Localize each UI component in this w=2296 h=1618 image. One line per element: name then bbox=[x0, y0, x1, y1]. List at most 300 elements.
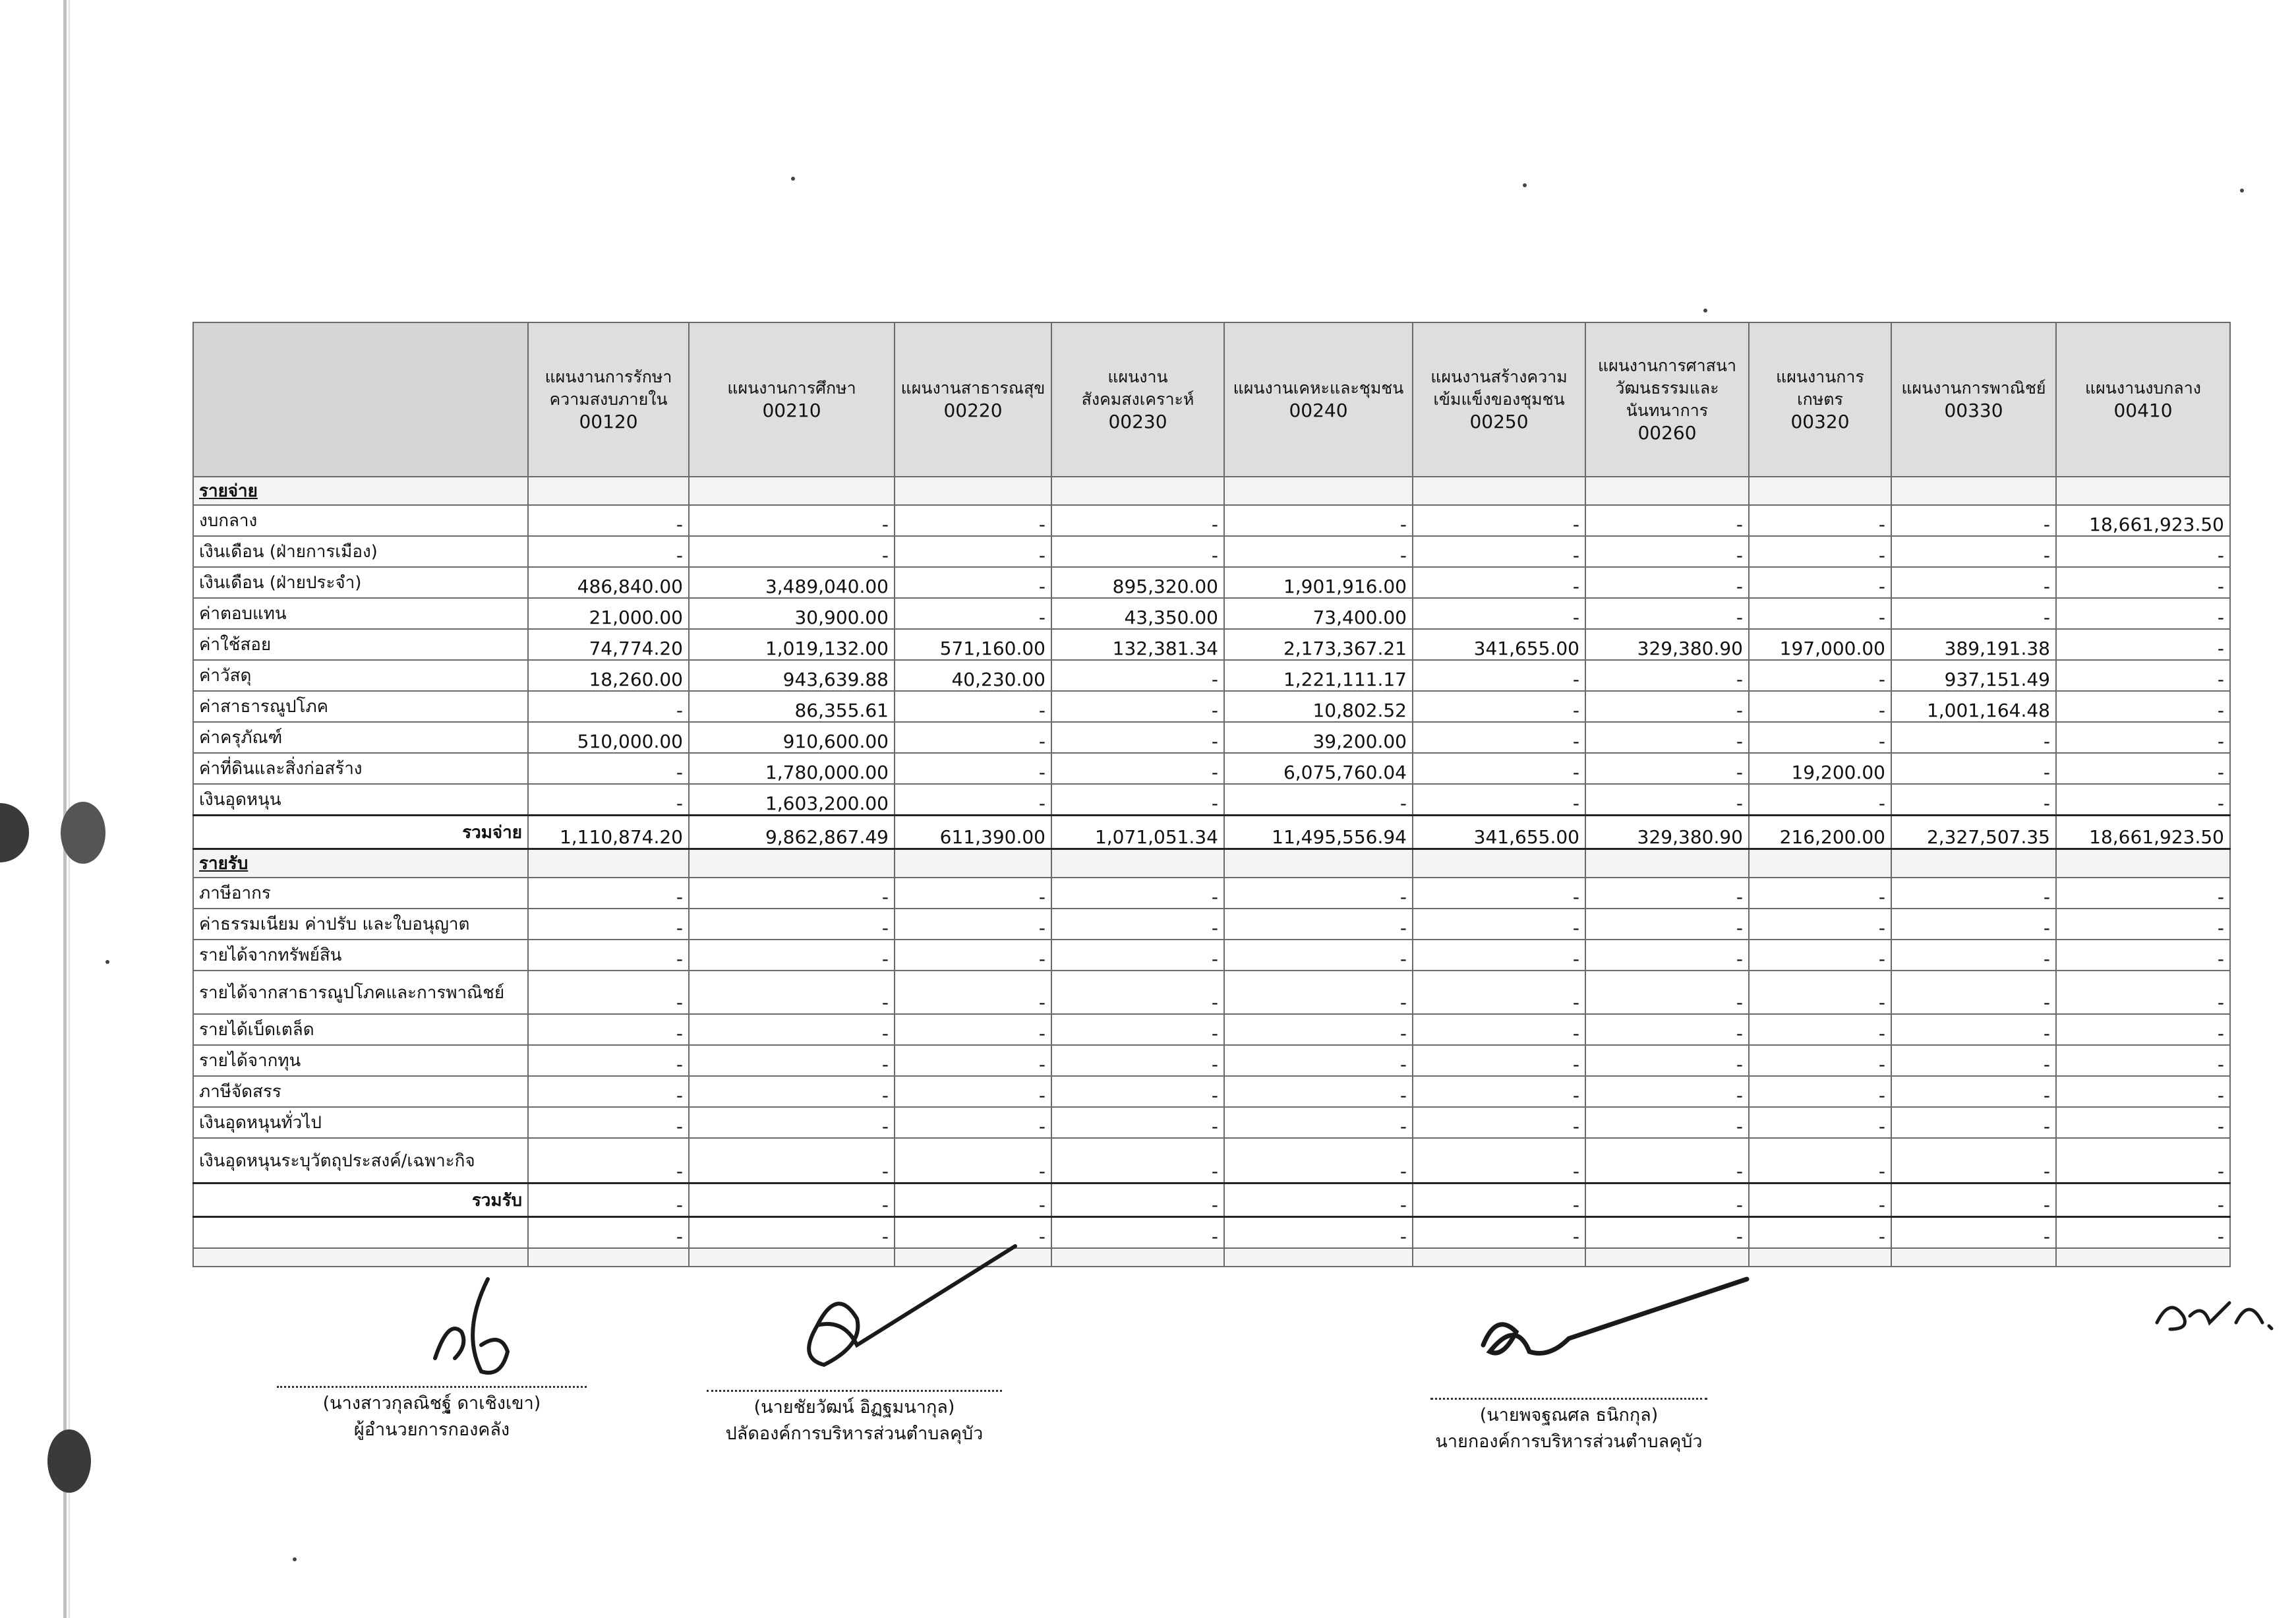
row-label: ค่าครุภัณฑ์ bbox=[193, 722, 528, 753]
value-cell: - bbox=[895, 1076, 1051, 1107]
value-cell: - bbox=[895, 1045, 1051, 1076]
value-cell: - bbox=[1413, 1014, 1585, 1045]
income-row bbox=[193, 1045, 2230, 1076]
empty-cell bbox=[1224, 1248, 1413, 1267]
empty-cell bbox=[2056, 477, 2230, 505]
column-title: แผนงานงบกลาง bbox=[2085, 378, 2201, 398]
value-cell: - bbox=[2056, 940, 2230, 971]
value-cell: 43,350.00 bbox=[1051, 598, 1224, 629]
empty-cell bbox=[1413, 849, 1585, 878]
column-code: 00320 bbox=[1790, 411, 1850, 433]
value-cell: - bbox=[1585, 598, 1749, 629]
value-cell: - bbox=[1891, 784, 2056, 816]
value-cell: - bbox=[2056, 1076, 2230, 1107]
empty-cell bbox=[1749, 1248, 1891, 1267]
column-title: แผนงานการพาณิชย์ bbox=[1901, 378, 2046, 398]
value-cell: - bbox=[528, 536, 689, 567]
value-cell: - bbox=[1749, 1014, 1891, 1045]
value-cell: - bbox=[1585, 1076, 1749, 1107]
empty-cell bbox=[1585, 849, 1749, 878]
value-cell: - bbox=[1891, 1138, 2056, 1184]
signature-block-treasury bbox=[277, 1386, 587, 1443]
column-header-00320 bbox=[1749, 322, 1891, 477]
empty-cell bbox=[1585, 477, 1749, 505]
value-cell: - bbox=[2056, 1045, 2230, 1076]
value-cell: - bbox=[1413, 971, 1585, 1014]
column-code: 00210 bbox=[762, 400, 821, 421]
value-cell: - bbox=[689, 1184, 895, 1217]
scan-speck bbox=[1703, 309, 1707, 313]
value-cell: - bbox=[1585, 940, 1749, 971]
value-cell: - bbox=[1749, 691, 1891, 722]
row-label: รายได้จากสาธารณูปโภคและการพาณิชย์ bbox=[193, 971, 528, 1014]
value-cell: - bbox=[2056, 691, 2230, 722]
value-cell: - bbox=[528, 1076, 689, 1107]
empty-cell bbox=[1224, 477, 1413, 505]
value-cell: - bbox=[528, 1045, 689, 1076]
value-cell: 21,000.00 bbox=[528, 598, 689, 629]
income-section-header bbox=[193, 849, 2230, 878]
value-cell: - bbox=[1413, 505, 1585, 536]
value-cell: - bbox=[1413, 722, 1585, 753]
column-code: 00230 bbox=[1108, 411, 1167, 433]
section-heading: รายจ่าย bbox=[193, 477, 528, 505]
expense-row bbox=[193, 629, 2230, 660]
column-title: แผนงานการศาสนาวัฒนธรรมและนันทนาการ bbox=[1597, 356, 1737, 420]
value-cell: 39,200.00 bbox=[1224, 722, 1413, 753]
value-cell: - bbox=[528, 940, 689, 971]
scan-speck bbox=[1523, 183, 1527, 187]
row-label: เงินอุดหนุนระบุวัตถุประสงค์/เฉพาะกิจ bbox=[193, 1138, 528, 1184]
punch-hole-bottom bbox=[47, 1429, 91, 1493]
value-cell: 18,661,923.50 bbox=[2056, 816, 2230, 849]
value-cell: 197,000.00 bbox=[1749, 629, 1891, 660]
value-cell: 389,191.38 bbox=[1891, 629, 2056, 660]
value-cell: - bbox=[1224, 940, 1413, 971]
empty-cell bbox=[1413, 477, 1585, 505]
value-cell: - bbox=[1749, 1045, 1891, 1076]
value-cell: 18,260.00 bbox=[528, 660, 689, 691]
value-cell: - bbox=[895, 753, 1051, 784]
value-cell: - bbox=[2056, 784, 2230, 816]
value-cell: - bbox=[895, 1014, 1051, 1045]
value-cell: - bbox=[689, 505, 895, 536]
value-cell: - bbox=[1051, 1138, 1224, 1184]
value-cell: - bbox=[1749, 1138, 1891, 1184]
table-header-row bbox=[193, 322, 2230, 477]
empty-cell bbox=[689, 849, 895, 878]
signatory-position: ผู้อำนวยการกองคลัง bbox=[353, 1420, 510, 1440]
column-title: แผนงานการเกษตร bbox=[1776, 367, 1864, 409]
value-cell: - bbox=[1413, 1107, 1585, 1138]
empty-cell bbox=[1413, 1248, 1585, 1267]
column-title: แผนงานการรักษาความสงบภายใน bbox=[545, 367, 672, 409]
header-corner-cell bbox=[193, 322, 528, 477]
value-cell: - bbox=[689, 878, 895, 909]
income-row bbox=[193, 1107, 2230, 1138]
value-cell: - bbox=[1224, 1014, 1413, 1045]
value-cell: - bbox=[2056, 1014, 2230, 1045]
empty-cell bbox=[895, 849, 1051, 878]
value-cell: - bbox=[1413, 1184, 1585, 1217]
value-cell: - bbox=[895, 909, 1051, 940]
value-cell: 341,655.00 bbox=[1413, 816, 1585, 849]
value-cell: - bbox=[1891, 971, 2056, 1014]
value-cell: 10,802.52 bbox=[1224, 691, 1413, 722]
value-cell: - bbox=[528, 691, 689, 722]
value-cell: 216,200.00 bbox=[1749, 816, 1891, 849]
value-cell: 74,774.20 bbox=[528, 629, 689, 660]
row-label: ภาษีจัดสรร bbox=[193, 1076, 528, 1107]
value-cell: 341,655.00 bbox=[1413, 629, 1585, 660]
value-cell: - bbox=[528, 753, 689, 784]
scan-speck bbox=[2240, 189, 2244, 193]
column-code: 00330 bbox=[1944, 400, 2003, 421]
value-cell: 1,019,132.00 bbox=[689, 629, 895, 660]
column-header-00230 bbox=[1051, 322, 1224, 477]
value-cell: - bbox=[1891, 567, 2056, 598]
value-cell: - bbox=[1413, 940, 1585, 971]
value-cell: - bbox=[2056, 629, 2230, 660]
empty-cell bbox=[1891, 1248, 2056, 1267]
handwritten-margin-initials bbox=[2150, 1283, 2282, 1342]
value-cell: - bbox=[895, 505, 1051, 536]
value-cell: - bbox=[895, 878, 1051, 909]
handwritten-signature-chief-executive bbox=[1463, 1266, 1767, 1385]
row-label: รวมจ่าย bbox=[193, 816, 528, 849]
column-header-00210 bbox=[689, 322, 895, 477]
expense-row bbox=[193, 722, 2230, 753]
signatory-position: ปลัดองค์การบริหารส่วนตำบลคุบัว bbox=[725, 1423, 984, 1444]
value-cell: - bbox=[1051, 753, 1224, 784]
column-code: 00220 bbox=[943, 400, 1003, 421]
value-cell: 1,071,051.34 bbox=[1051, 816, 1224, 849]
value-cell: - bbox=[1585, 536, 1749, 567]
value-cell: - bbox=[1891, 1045, 2056, 1076]
value-cell: - bbox=[2056, 1217, 2230, 1249]
value-cell: - bbox=[1224, 1138, 1413, 1184]
value-cell: - bbox=[2056, 753, 2230, 784]
value-cell: - bbox=[1413, 878, 1585, 909]
value-cell: - bbox=[528, 1014, 689, 1045]
value-cell: - bbox=[1585, 505, 1749, 536]
value-cell: - bbox=[1051, 1184, 1224, 1217]
value-cell: - bbox=[1051, 536, 1224, 567]
value-cell: - bbox=[895, 722, 1051, 753]
value-cell: - bbox=[1051, 1107, 1224, 1138]
income-row bbox=[193, 878, 2230, 909]
value-cell: - bbox=[1749, 1076, 1891, 1107]
value-cell: - bbox=[1891, 1076, 2056, 1107]
row-label: เงินอุดหนุน bbox=[193, 784, 528, 816]
column-code: 00260 bbox=[1637, 422, 1697, 444]
value-cell: - bbox=[1413, 691, 1585, 722]
value-cell: - bbox=[689, 1107, 895, 1138]
empty-cell bbox=[1051, 477, 1224, 505]
value-cell: - bbox=[689, 536, 895, 567]
row-label: รายได้จากทรัพย์สิน bbox=[193, 940, 528, 971]
value-cell: - bbox=[1224, 784, 1413, 816]
value-cell: - bbox=[2056, 598, 2230, 629]
value-cell: - bbox=[1413, 1138, 1585, 1184]
value-cell: - bbox=[1749, 536, 1891, 567]
budget-expense-income-table bbox=[192, 322, 2231, 1267]
value-cell: - bbox=[1413, 536, 1585, 567]
value-cell: - bbox=[1585, 722, 1749, 753]
value-cell: - bbox=[1891, 1107, 2056, 1138]
value-cell: 40,230.00 bbox=[895, 660, 1051, 691]
value-cell: - bbox=[1891, 1014, 2056, 1045]
value-cell: 18,661,923.50 bbox=[2056, 505, 2230, 536]
value-cell: 1,603,200.00 bbox=[689, 784, 895, 816]
value-cell: - bbox=[1585, 691, 1749, 722]
value-cell: - bbox=[1749, 878, 1891, 909]
value-cell: - bbox=[1224, 878, 1413, 909]
value-cell: - bbox=[1051, 971, 1224, 1014]
value-cell: - bbox=[1051, 1217, 1224, 1249]
value-cell: - bbox=[689, 971, 895, 1014]
punch-hole-left bbox=[0, 803, 29, 862]
value-cell: - bbox=[1413, 1045, 1585, 1076]
value-cell: 1,780,000.00 bbox=[689, 753, 895, 784]
row-label: ค่าวัสดุ bbox=[193, 660, 528, 691]
value-cell: - bbox=[895, 784, 1051, 816]
empty-cell bbox=[1585, 1248, 1749, 1267]
value-cell: 1,221,111.17 bbox=[1224, 660, 1413, 691]
value-cell: - bbox=[528, 505, 689, 536]
empty-cell bbox=[689, 477, 895, 505]
value-cell: 329,380.90 bbox=[1585, 816, 1749, 849]
value-cell: - bbox=[1749, 660, 1891, 691]
binder-edge-line bbox=[63, 0, 67, 1618]
row-label: รวมรับ bbox=[193, 1184, 528, 1217]
empty-cell bbox=[1891, 477, 2056, 505]
value-cell: - bbox=[895, 536, 1051, 567]
column-title: แผนงานเคหะและชุมชน bbox=[1233, 378, 1404, 398]
column-header-00330 bbox=[1891, 322, 2056, 477]
value-cell: 611,390.00 bbox=[895, 816, 1051, 849]
value-cell: - bbox=[2056, 878, 2230, 909]
value-cell: - bbox=[1891, 753, 2056, 784]
expense-row bbox=[193, 567, 2230, 598]
income-row bbox=[193, 1138, 2230, 1184]
value-cell: - bbox=[1224, 505, 1413, 536]
row-label: รายได้เบ็ดเตล็ด bbox=[193, 1014, 528, 1045]
signature-block-chief-executive bbox=[1430, 1398, 1707, 1455]
value-cell: - bbox=[528, 878, 689, 909]
income-row bbox=[193, 940, 2230, 971]
value-cell: - bbox=[1051, 691, 1224, 722]
value-cell: - bbox=[1585, 1184, 1749, 1217]
value-cell: - bbox=[1585, 660, 1749, 691]
empty-cell bbox=[528, 477, 689, 505]
value-cell: 132,381.34 bbox=[1051, 629, 1224, 660]
expense-row bbox=[193, 753, 2230, 784]
value-cell: 86,355.61 bbox=[689, 691, 895, 722]
value-cell: - bbox=[1749, 1217, 1891, 1249]
column-code: 00120 bbox=[579, 411, 638, 433]
empty-cell bbox=[2056, 1248, 2230, 1267]
value-cell: - bbox=[689, 1138, 895, 1184]
value-cell: - bbox=[1891, 878, 2056, 909]
value-cell: 30,900.00 bbox=[689, 598, 895, 629]
value-cell: - bbox=[1585, 567, 1749, 598]
value-cell: - bbox=[689, 1045, 895, 1076]
column-code: 00250 bbox=[1469, 411, 1529, 433]
value-cell: - bbox=[2056, 1184, 2230, 1217]
value-cell: - bbox=[1224, 1107, 1413, 1138]
row-label: ภาษีอากร bbox=[193, 878, 528, 909]
value-cell: 571,160.00 bbox=[895, 629, 1051, 660]
row-label bbox=[193, 1217, 528, 1249]
punch-hole-middle bbox=[61, 802, 105, 864]
value-cell: - bbox=[1749, 971, 1891, 1014]
value-cell: 510,000.00 bbox=[528, 722, 689, 753]
value-cell: - bbox=[895, 1107, 1051, 1138]
value-cell: - bbox=[1585, 753, 1749, 784]
value-cell: - bbox=[1051, 660, 1224, 691]
value-cell: - bbox=[1585, 909, 1749, 940]
row-label: ค่าธรรมเนียม ค่าปรับ และใบอนุญาต bbox=[193, 909, 528, 940]
value-cell: 3,489,040.00 bbox=[689, 567, 895, 598]
income-total-row bbox=[193, 1184, 2230, 1217]
value-cell: - bbox=[1585, 1045, 1749, 1076]
value-cell: 1,901,916.00 bbox=[1224, 567, 1413, 598]
value-cell: 6,075,760.04 bbox=[1224, 753, 1413, 784]
value-cell: - bbox=[1891, 940, 2056, 971]
column-code: 00240 bbox=[1289, 400, 1348, 421]
value-cell: - bbox=[1749, 505, 1891, 536]
value-cell: - bbox=[528, 1184, 689, 1217]
value-cell: - bbox=[1224, 1184, 1413, 1217]
value-cell: - bbox=[528, 909, 689, 940]
value-cell: 329,380.90 bbox=[1585, 629, 1749, 660]
value-cell: 73,400.00 bbox=[1224, 598, 1413, 629]
column-code: 00410 bbox=[2113, 400, 2173, 421]
signatory-name: (นางสาวกุลณิชฐ์ู ดาเชิงเขา) bbox=[322, 1393, 541, 1414]
value-cell: - bbox=[1749, 722, 1891, 753]
value-cell: - bbox=[1224, 1045, 1413, 1076]
scan-speck bbox=[791, 177, 795, 181]
signature-block-clerk bbox=[707, 1390, 1002, 1447]
value-cell: - bbox=[895, 971, 1051, 1014]
income-row bbox=[193, 1076, 2230, 1107]
value-cell: 1,110,874.20 bbox=[528, 816, 689, 849]
value-cell: 2,327,507.35 bbox=[1891, 816, 2056, 849]
value-cell: - bbox=[689, 1076, 895, 1107]
value-cell: - bbox=[2056, 722, 2230, 753]
value-cell: - bbox=[1749, 598, 1891, 629]
expense-row bbox=[193, 598, 2230, 629]
value-cell: - bbox=[895, 598, 1051, 629]
expense-row bbox=[193, 660, 2230, 691]
value-cell: - bbox=[1224, 971, 1413, 1014]
expense-row bbox=[193, 784, 2230, 816]
value-cell: - bbox=[2056, 909, 2230, 940]
value-cell: - bbox=[1413, 753, 1585, 784]
value-cell: - bbox=[689, 1014, 895, 1045]
empty-cell bbox=[1749, 849, 1891, 878]
value-cell: - bbox=[2056, 536, 2230, 567]
value-cell: - bbox=[1891, 722, 2056, 753]
empty-cell bbox=[1891, 849, 2056, 878]
value-cell: - bbox=[1749, 1107, 1891, 1138]
signatory-name: (นายชัยวัฒน์ อิฏฐมนากุล) bbox=[753, 1397, 955, 1418]
value-cell: - bbox=[528, 1138, 689, 1184]
column-title: แผนงานการศึกษา bbox=[727, 378, 856, 398]
value-cell: - bbox=[1413, 784, 1585, 816]
value-cell: - bbox=[1051, 940, 1224, 971]
value-cell: - bbox=[1585, 784, 1749, 816]
column-title: แผนงานสังคมสงเคราะห์ bbox=[1081, 367, 1194, 409]
value-cell: - bbox=[1891, 1184, 2056, 1217]
value-cell: - bbox=[528, 1217, 689, 1249]
expense-row bbox=[193, 691, 2230, 722]
expense-section-header bbox=[193, 477, 2230, 505]
column-header-00250 bbox=[1413, 322, 1585, 477]
value-cell: 19,200.00 bbox=[1749, 753, 1891, 784]
column-title: แผนงานสาธารณสุข bbox=[900, 378, 1045, 398]
value-cell: 2,173,367.21 bbox=[1224, 629, 1413, 660]
value-cell: 895,320.00 bbox=[1051, 567, 1224, 598]
value-cell: - bbox=[689, 940, 895, 971]
value-cell: - bbox=[895, 1217, 1051, 1249]
value-cell: - bbox=[1585, 1138, 1749, 1184]
scan-speck bbox=[293, 1557, 297, 1561]
value-cell: - bbox=[1585, 1107, 1749, 1138]
value-cell: - bbox=[1749, 940, 1891, 971]
value-cell: 910,600.00 bbox=[689, 722, 895, 753]
value-cell: - bbox=[1891, 598, 2056, 629]
value-cell: - bbox=[1891, 536, 2056, 567]
expense-total-row bbox=[193, 816, 2230, 849]
empty-cell bbox=[895, 477, 1051, 505]
value-cell: - bbox=[1749, 1184, 1891, 1217]
value-cell: - bbox=[1224, 536, 1413, 567]
value-cell: - bbox=[1413, 909, 1585, 940]
value-cell: - bbox=[1051, 505, 1224, 536]
value-cell: - bbox=[1891, 1217, 2056, 1249]
row-label: ค่าที่ดินและสิ่งก่อสร้าง bbox=[193, 753, 528, 784]
section-heading: รายรับ bbox=[193, 849, 528, 878]
column-header-00410 bbox=[2056, 322, 2230, 477]
value-cell: - bbox=[689, 1217, 895, 1249]
value-cell: - bbox=[2056, 971, 2230, 1014]
income-row bbox=[193, 971, 2230, 1014]
value-cell: - bbox=[1749, 909, 1891, 940]
empty-cell bbox=[528, 849, 689, 878]
value-cell: - bbox=[1585, 1014, 1749, 1045]
value-cell: - bbox=[1585, 878, 1749, 909]
value-cell: - bbox=[895, 940, 1051, 971]
value-cell: - bbox=[1413, 660, 1585, 691]
row-label: ค่าตอบแทน bbox=[193, 598, 528, 629]
value-cell: - bbox=[1749, 567, 1891, 598]
empty-cell bbox=[1051, 1248, 1224, 1267]
row-label: รายได้จากทุน bbox=[193, 1045, 528, 1076]
table-body bbox=[193, 477, 2230, 1267]
expense-row bbox=[193, 505, 2230, 536]
value-cell: - bbox=[1891, 505, 2056, 536]
row-label: ค่าสาธารณูปโภค bbox=[193, 691, 528, 722]
value-cell: - bbox=[528, 971, 689, 1014]
value-cell: - bbox=[895, 1138, 1051, 1184]
empty-cell bbox=[1224, 849, 1413, 878]
row-label: เงินเดือน (ฝ่ายการเมือง) bbox=[193, 536, 528, 567]
value-cell: - bbox=[2056, 1138, 2230, 1184]
value-cell: - bbox=[1051, 1014, 1224, 1045]
empty-cell bbox=[1051, 849, 1224, 878]
